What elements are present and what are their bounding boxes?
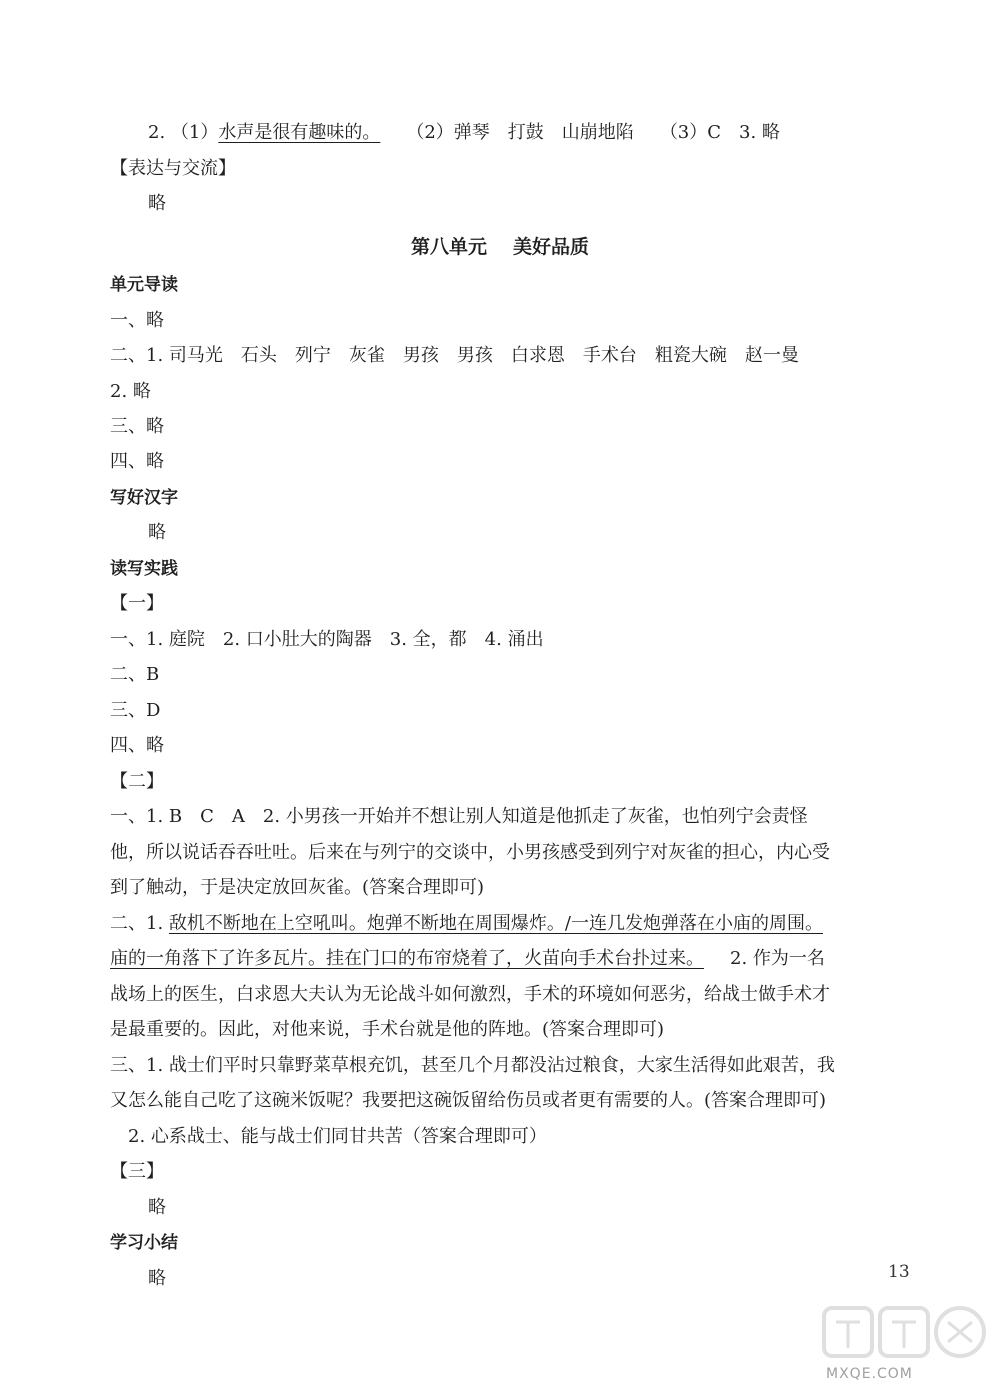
s1-line-1: 一、1. 庭院 2. 口小肚大的陶器 3. 全，都 4. 涌出 (110, 629, 544, 650)
s2-p2-line-3: 战场上的医生，白求恩大夫认为无论战斗如何激烈，手术的环境如何恶劣，给战士做手术才 (110, 984, 830, 1005)
express-answer: 略 (148, 193, 166, 214)
s1-line-4: 四、略 (110, 735, 164, 756)
s2-p2-underlined-1: 敌机不断地在上空吼叫。炮弹不断地在周围爆炸。/一连几发炮弹落在小庙的周围。 (168, 913, 823, 934)
s2-p2-line-1 (110, 913, 823, 935)
s2-p1-line-3: 到了触动，于是决定放回灰雀。(答案合理即可) (110, 877, 485, 898)
summary-heading: 学习小结 (110, 1233, 178, 1253)
guide-line-2: 二、1. 司马光 石头 列宁 灰雀 男孩 男孩 白求恩 手术台 粗瓷大碗 赵一曼 (110, 345, 799, 366)
s1-line-3: 三、D (110, 700, 161, 721)
section-1-label: 【一】 (110, 593, 164, 614)
guide-line-5: 四、略 (110, 451, 164, 472)
unit-title-b: 美好品质 (513, 236, 590, 258)
express-heading: 【表达与交流】 (110, 158, 236, 179)
s2-p2-line-2 (110, 948, 825, 970)
s3-answer: 略 (148, 1197, 166, 1218)
s2-p2-line-4: 是最重要的。因此，对他来说，手术台就是他的阵地。(答案合理即可) (110, 1019, 665, 1040)
s2-p3-line-2: 又怎么能自己吃了这碗米饭呢？我要把这碗饭留给伤员或者更有需要的人。(答案合理即可) (110, 1090, 827, 1111)
s1-line-2: 二、B (110, 664, 160, 685)
writing-answer: 略 (148, 522, 166, 543)
q2-answer-underlined: 水声是很有趣味的。 (218, 122, 381, 143)
page-number: 13 (888, 1262, 910, 1282)
guide-line-4: 三、略 (110, 416, 164, 437)
writing-heading: 写好汉字 (110, 488, 178, 508)
s2-p3-line-3: 2. 心系战士、能与战士们同甘共苦（答案合理即可） (128, 1126, 547, 1147)
section-3-label: 【三】 (110, 1161, 164, 1182)
s2-p3-line-1: 三、1. 战士们平时只靠野菜草根充饥，甚至几个月都没沾过粮食，大家生活得如此艰苦，我 (110, 1055, 835, 1076)
watermark-text: MXQE.COM (826, 1366, 913, 1382)
s2-p2-underlined-2: 庙的一角落下了许多瓦片。挂在门口的布帘烧着了，火苗向手术台扑过来。 (110, 948, 704, 969)
unit-title-a: 第八单元 (410, 236, 487, 258)
summary-answer: 略 (148, 1268, 166, 1289)
q2-line (148, 122, 780, 144)
unit-title (0, 232, 1000, 259)
section-2-label: 【二】 (110, 771, 164, 792)
s2-p1-line-1: 一、1. B C A 2. 小男孩一开始并不想让别人知道是他抓走了灰雀，也怕列宁会责怪 (110, 806, 808, 827)
guide-line-1: 一、略 (110, 310, 164, 331)
q2-part2: （2）弹琴 打鼓 山崩地陷 (406, 122, 634, 143)
s2-p2-line-2-rest: 2. 作为一名 (730, 948, 825, 969)
q2-prefix: 2. （1） (148, 122, 219, 143)
q2-part3: （3）C 3. 略 (659, 122, 780, 143)
guide-line-3: 2. 略 (110, 381, 151, 402)
guide-heading: 单元导读 (110, 275, 178, 295)
practice-heading: 读写实践 (110, 559, 178, 579)
s2-p1-line-2: 他，所以说话吞吞吐吐。后来在与列宁的交谈中，小男孩感受到列宁对灰雀的担心，内心受 (110, 842, 830, 863)
s2-p2-prefix: 二、1. (110, 913, 169, 934)
